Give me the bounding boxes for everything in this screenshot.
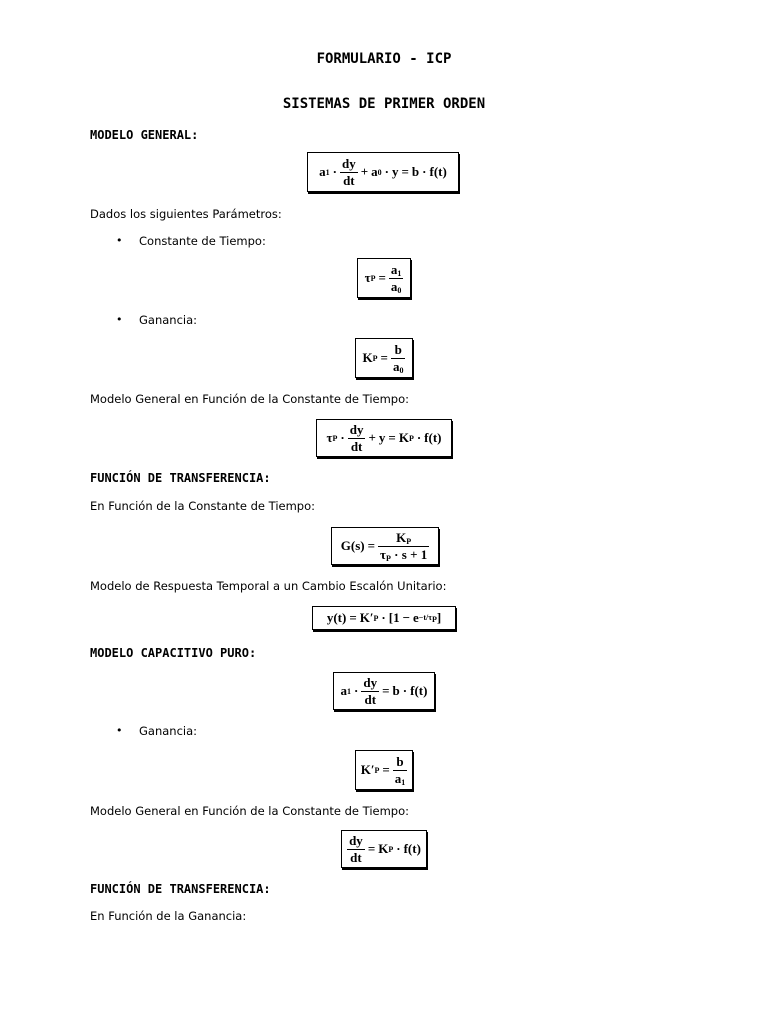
equation-capacitivo: a 1 · $\frac{dy}{dt}$ = b · f(t) xyxy=(333,672,435,710)
equation-modelo-general: a 1 · $\frac{dy}{dt}$ + a 0 · y = b · f(t) xyxy=(307,152,459,192)
equation-constante-tiempo: τ P = $\frac{a_1}{a_0}$ xyxy=(357,258,411,298)
respuesta-temporal-text: Modelo de Respuesta Temporal a un Cambio Escalón Unitario: xyxy=(90,579,447,593)
equation-ganancia: K P = $\frac{b}{a_0}$ xyxy=(355,338,413,378)
document-title: FORMULARIO - ICP xyxy=(316,51,452,67)
bullet-icon: • xyxy=(116,234,123,247)
capacitivo-funcion-constante: Modelo General en Función de la Constante de Tiempo: xyxy=(90,804,410,818)
equation-transfer-function: G(s) = $\frac{K_P}{\tau_P \cdot s + 1}$ xyxy=(331,527,439,565)
equation-modelo-constante: τ P · $\frac{dy}{dt}$ + y = K P · f(t) xyxy=(316,419,452,457)
bullet-constante-tiempo: Constante de Tiempo: xyxy=(139,234,266,248)
section-heading-modelo-general: MODELO GENERAL: xyxy=(90,128,199,142)
bullet-ganancia-capacitivo: Ganancia: xyxy=(139,724,198,738)
funcion-constante-subtext: En Función de la Constante de Tiempo: xyxy=(90,499,316,513)
section-heading-capacitivo: MODELO CAPACITIVO PURO: xyxy=(90,646,257,660)
section-heading-funcion-transferencia: FUNCIÓN DE TRANSFERENCIA: xyxy=(90,471,271,485)
equation-ganancia-capacitivo: K′ P = $\frac{b}{a_1}$ xyxy=(355,750,413,790)
funcion-ganancia-subtext: En Función de la Ganancia: xyxy=(90,909,247,923)
bullet-icon: • xyxy=(116,724,123,737)
bullet-ganancia: Ganancia: xyxy=(139,313,198,327)
document-subtitle: SISTEMAS DE PRIMER ORDEN xyxy=(282,96,486,112)
section-heading-funcion-transferencia-2: FUNCIÓN DE TRANSFERENCIA: xyxy=(90,882,271,896)
equation-respuesta-escalon: y(t) = K′ P · [1 − e $-t/\tau_P$ ] xyxy=(312,606,456,630)
modelo-funcion-constante: Modelo General en Función de la Constante de Tiempo: xyxy=(90,392,410,406)
bullet-icon: • xyxy=(116,313,123,326)
equation-capacitivo-constante: $\frac{dy}{dt}$ = K P · f(t) xyxy=(341,830,427,868)
parametros-intro: Dados los siguientes Parámetros: xyxy=(90,207,282,221)
